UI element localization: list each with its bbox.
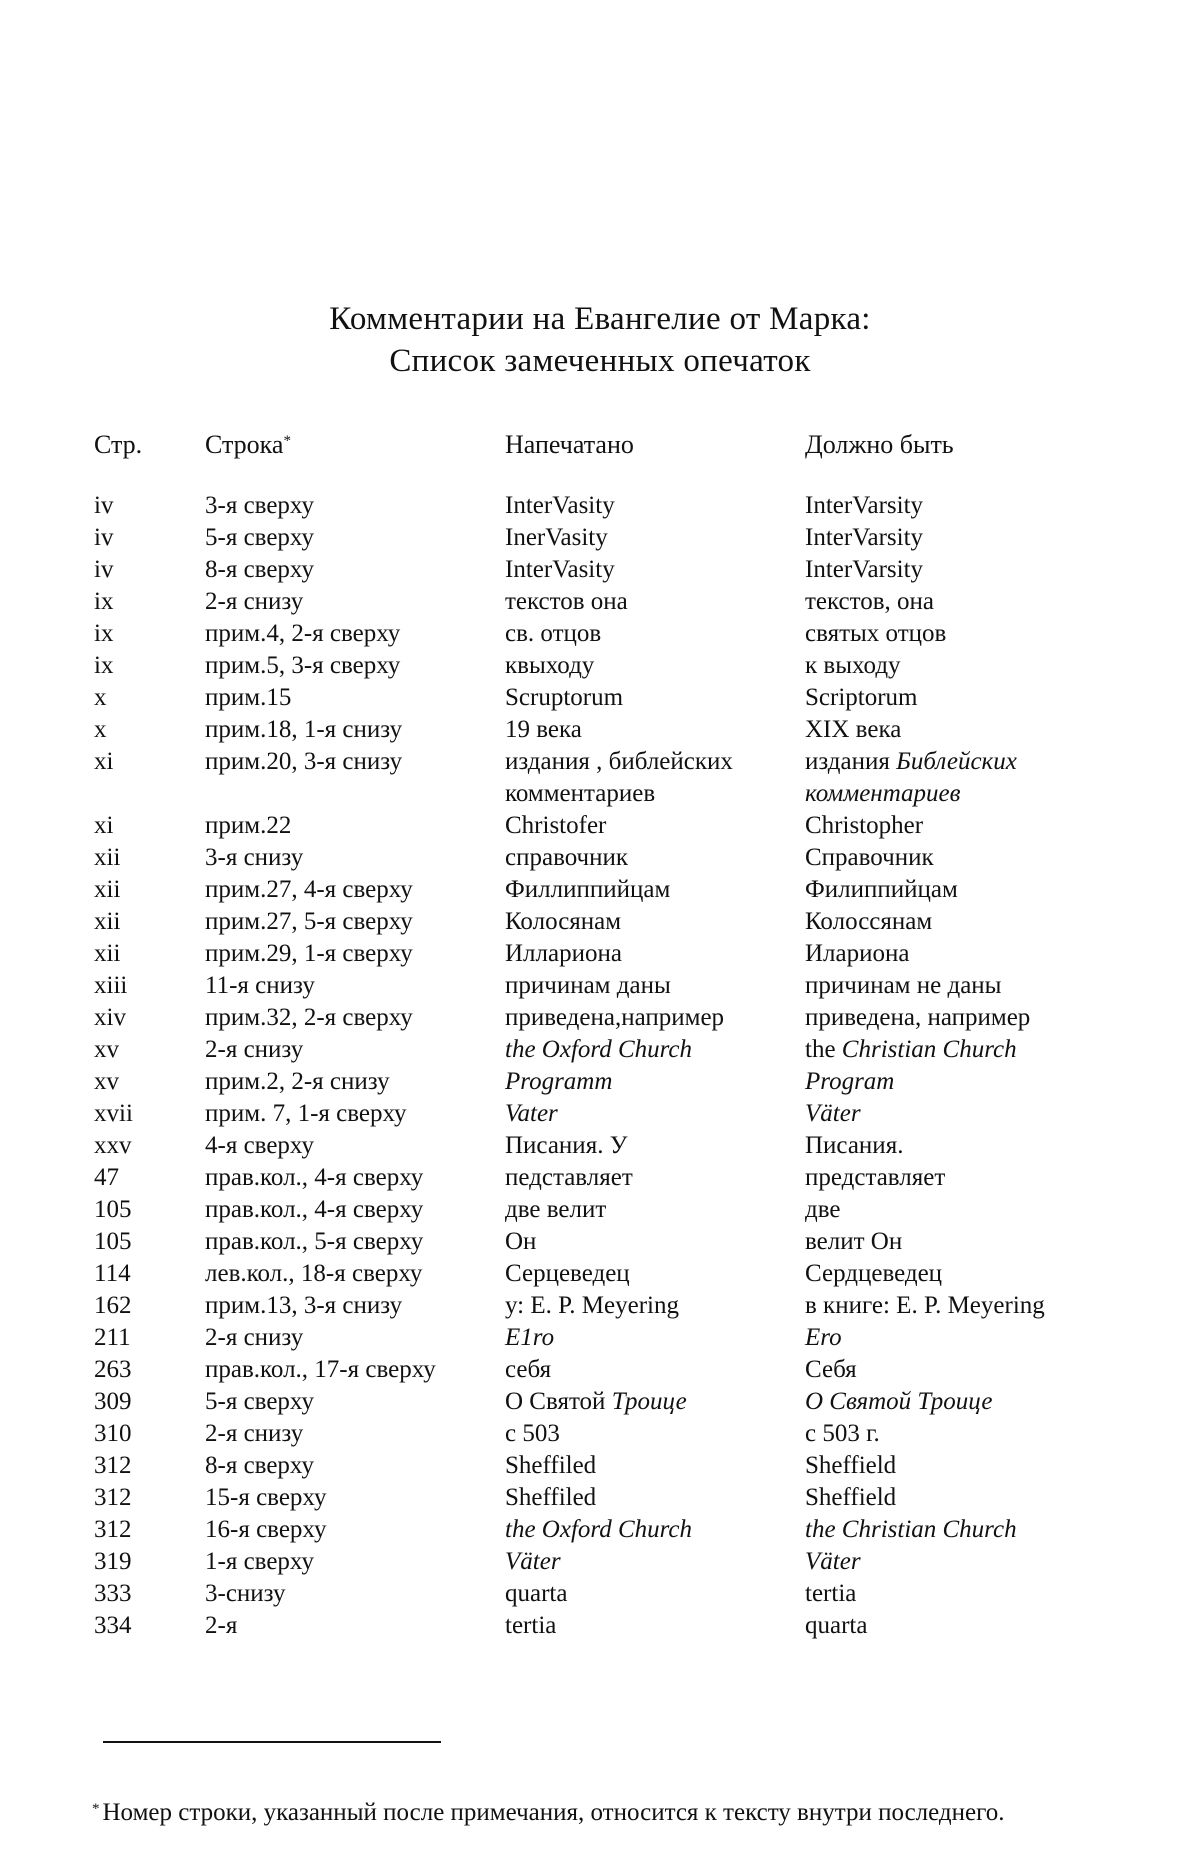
cell-printed: Sheffiled — [505, 1452, 597, 1479]
table-row — [0, 1162, 1200, 1194]
table-row — [0, 490, 1200, 522]
cell-line: прав.кол., 4-я сверху — [205, 1164, 424, 1191]
cell-line: 8-я сверху — [205, 556, 314, 583]
table-row — [0, 810, 1200, 842]
cell-line: 11-я снизу — [205, 972, 315, 999]
cell-should-be-italic: Библейских — [896, 748, 1017, 775]
cell-printed: Christofer — [505, 812, 607, 839]
cell-should-be: InterVarsity — [805, 492, 924, 519]
cell-should-be: святых отцов — [805, 620, 947, 647]
cell-printed: Vater — [505, 1100, 558, 1127]
cell-line: прим.27, 5-я сверху — [205, 908, 413, 935]
cell-printed: с 503 — [505, 1420, 560, 1447]
cell-page: 310 — [94, 1420, 132, 1447]
cell-should-be: XIX века — [805, 716, 902, 743]
cell-page: x — [94, 684, 107, 711]
cell-should-be: InterVarsity — [805, 524, 924, 551]
cell-line: прим.32, 2-я сверху — [205, 1004, 413, 1031]
cell-printed: InterVasity — [505, 492, 615, 519]
cell-page: 47 — [94, 1164, 119, 1191]
cell-should-be-line-1: издания Библейских — [805, 748, 1017, 775]
table-row — [0, 1578, 1200, 1610]
cell-line: прим.5, 3-я сверху — [205, 652, 401, 679]
cell-should-be: к выходу — [805, 652, 901, 679]
cell-page: iv — [94, 492, 114, 519]
cell-line: прим.18, 1-я снизу — [205, 716, 403, 743]
cell-line: 2-я снизу — [205, 1324, 304, 1351]
table-row — [0, 874, 1200, 906]
table-row — [0, 1450, 1200, 1482]
cell-page: 114 — [94, 1260, 131, 1287]
cell-printed: the Oxford Church — [505, 1036, 693, 1063]
cell-printed: педставляет — [505, 1164, 633, 1191]
table-row — [0, 1130, 1200, 1162]
cell-line: 2-я снизу — [205, 588, 304, 615]
cell-printed: у: E. P. Meyering — [505, 1292, 679, 1319]
cell-page: 312 — [94, 1516, 132, 1543]
cell-page: iv — [94, 524, 114, 551]
cell-line: 15-я сверху — [205, 1484, 327, 1511]
cell-should-be: tertia — [805, 1580, 857, 1607]
table-row — [0, 1418, 1200, 1450]
table-row — [0, 1194, 1200, 1226]
footnote-text: Номер строки, указанный после примечания, относится к тексту внутри последнего. — [102, 1799, 1005, 1826]
cell-printed: текстов она — [505, 588, 628, 615]
table-header — [0, 428, 1200, 462]
cell-line: прим.22 — [205, 812, 292, 839]
cell-page: xv — [94, 1068, 119, 1095]
cell-printed-line-1: издания , библейских — [505, 748, 733, 775]
cell-line: 3-я снизу — [205, 844, 304, 871]
table-row — [0, 714, 1200, 746]
table-row — [0, 522, 1200, 554]
cell-should-be: приведена, например — [805, 1004, 1031, 1031]
cell-line: прим.13, 3-я снизу — [205, 1292, 403, 1319]
cell-page: xi — [94, 748, 114, 775]
cell-printed: квыходу — [505, 652, 595, 679]
table-row — [0, 650, 1200, 682]
cell-should-be-line-2: комментариев — [805, 780, 961, 807]
table-row — [0, 1258, 1200, 1290]
errata-table — [0, 490, 1200, 1642]
cell-printed: 19 века — [505, 716, 582, 743]
cell-should-be: Väter — [805, 1100, 861, 1127]
cell-line: прим. 7, 1-я сверху — [205, 1100, 407, 1127]
table-row — [0, 1002, 1200, 1034]
cell-should-be: Sheffield — [805, 1484, 897, 1511]
cell-should-be: О Святой Троице — [805, 1388, 993, 1415]
cell-should-be: Писания. — [805, 1132, 904, 1159]
footnote-mark: * — [92, 1801, 100, 1817]
cell-should-be: Scriptorum — [805, 684, 918, 711]
table-row — [0, 1386, 1200, 1418]
cell-line: 2-я снизу — [205, 1420, 304, 1447]
cell-page: ix — [94, 588, 114, 615]
cell-should-be-plain: the — [805, 1036, 836, 1063]
table-row — [0, 586, 1200, 618]
cell-printed: справочник — [505, 844, 629, 871]
cell-printed: Писания. У — [505, 1132, 628, 1159]
cell-line: прим.2, 2-я снизу — [205, 1068, 390, 1095]
cell-page: 105 — [94, 1196, 132, 1223]
cell-printed: Иллариона — [505, 940, 622, 967]
table-row — [0, 618, 1200, 650]
table-row — [0, 1514, 1200, 1546]
cell-should-be: quarta — [805, 1612, 868, 1639]
cell-line: 3-снизу — [205, 1580, 286, 1607]
table-row — [0, 1610, 1200, 1642]
cell-line: прав.кол., 5-я сверху — [205, 1228, 424, 1255]
cell-page: 309 — [94, 1388, 132, 1415]
cell-page: ix — [94, 652, 114, 679]
cell-printed: Серцеведец — [505, 1260, 630, 1287]
cell-printed: Scruptorum — [505, 684, 624, 711]
footnote-divider — [103, 1741, 441, 1743]
cell-page: xiii — [94, 972, 128, 999]
cell-line: прим.15 — [205, 684, 292, 711]
table-row — [0, 1290, 1200, 1322]
cell-printed: Programm — [505, 1068, 613, 1095]
table-row — [0, 938, 1200, 970]
table-row — [0, 1226, 1200, 1258]
cell-line: 1-я сверху — [205, 1548, 314, 1575]
table-row — [0, 746, 1200, 810]
header-line-label: Строка — [205, 430, 284, 459]
cell-should-be: в книге: E. P. Meyering — [805, 1292, 1045, 1319]
cell-should-be: велит Он — [805, 1228, 903, 1255]
cell-printed: две велит — [505, 1196, 607, 1223]
cell-printed: Sheffiled — [505, 1484, 597, 1511]
cell-page: 334 — [94, 1612, 132, 1639]
table-row — [0, 1354, 1200, 1386]
cell-page: 162 — [94, 1292, 132, 1319]
cell-printed: Väter — [505, 1548, 561, 1575]
cell-page: 263 — [94, 1356, 132, 1383]
cell-should-be: Sheffield — [805, 1452, 897, 1479]
cell-printed-line-2: комментариев — [505, 780, 656, 807]
cell-printed: quarta — [505, 1580, 568, 1607]
header-printed: Напечатано — [505, 430, 634, 459]
cell-should-be: Колоссянам — [805, 908, 933, 935]
cell-page: xii — [94, 908, 121, 935]
cell-should-be: причинам не даны — [805, 972, 1002, 999]
page-title-line-1: Комментарии на Евангелие от Марка: — [329, 301, 871, 337]
cell-should-be: Илариона — [805, 940, 910, 967]
cell-printed: себя — [505, 1356, 552, 1383]
cell-printed: Он — [505, 1228, 537, 1255]
cell-page: xi — [94, 812, 114, 839]
table-row — [0, 682, 1200, 714]
cell-page: 105 — [94, 1228, 132, 1255]
cell-page: xvii — [94, 1100, 133, 1127]
cell-page: 333 — [94, 1580, 132, 1607]
cell-line: прав.кол., 4-я сверху — [205, 1196, 424, 1223]
cell-printed — [505, 1386, 687, 1418]
cell-line: 5-я сверху — [205, 1388, 314, 1415]
cell-line: 4-я сверху — [205, 1132, 314, 1159]
table-row — [0, 970, 1200, 1002]
cell-printed: причинам даны — [505, 972, 671, 999]
cell-line: 2-я — [205, 1612, 238, 1639]
cell-line: прав.кол., 17-я сверху — [205, 1356, 436, 1383]
cell-printed: InerVasity — [505, 524, 608, 551]
header-line — [205, 428, 291, 462]
cell-line: прим.29, 1-я сверху — [205, 940, 413, 967]
cell-line: прим.27, 4-я сверху — [205, 876, 413, 903]
cell-printed: tertia — [505, 1612, 557, 1639]
cell-should-be-italic: Christian Church — [841, 1036, 1017, 1063]
cell-page: iv — [94, 556, 114, 583]
cell-page: x — [94, 716, 107, 743]
cell-line: 16-я сверху — [205, 1516, 327, 1543]
cell-printed: InterVasity — [505, 556, 615, 583]
cell-printed-italic: Троице — [611, 1388, 687, 1415]
cell-should-be: две — [805, 1196, 841, 1223]
cell-line: лев.кол., 18-я сверху — [205, 1260, 423, 1287]
cell-printed — [505, 746, 733, 810]
table-row — [0, 1066, 1200, 1098]
cell-page: xii — [94, 940, 121, 967]
cell-page: 211 — [94, 1324, 131, 1351]
table-row — [0, 906, 1200, 938]
table-row — [0, 1098, 1200, 1130]
cell-should-be — [805, 746, 1017, 810]
cell-line: 8-я сверху — [205, 1452, 314, 1479]
cell-should-be: Ero — [805, 1324, 842, 1351]
cell-page: xiv — [94, 1004, 126, 1031]
table-row — [0, 1482, 1200, 1514]
cell-printed: приведена,например — [505, 1004, 725, 1031]
header-should-be: Должно быть — [805, 430, 954, 459]
table-row — [0, 842, 1200, 874]
cell-should-be: Program — [805, 1068, 895, 1095]
cell-should-be: the Christian Church — [805, 1516, 1017, 1543]
table-row — [0, 1322, 1200, 1354]
cell-should-be: Филиппийцам — [805, 876, 958, 903]
header-line-footnote-mark: * — [283, 433, 291, 449]
cell-printed-plain: О Святой — [505, 1388, 606, 1415]
cell-line: 5-я сверху — [205, 524, 314, 551]
cell-printed: Колосянам — [505, 908, 622, 935]
cell-page: 319 — [94, 1548, 132, 1575]
cell-should-be: с 503 г. — [805, 1420, 880, 1447]
cell-page: xii — [94, 844, 121, 871]
table-row — [0, 1034, 1200, 1066]
cell-line: прим.20, 3-я снизу — [205, 748, 403, 775]
cell-should-be: текстов, она — [805, 588, 935, 615]
cell-should-be: InterVarsity — [805, 556, 924, 583]
cell-should-be — [805, 1034, 1017, 1066]
cell-page: xv — [94, 1036, 119, 1063]
header-page: Стр. — [94, 430, 143, 459]
cell-line: прим.4, 2-я сверху — [205, 620, 401, 647]
cell-page: 312 — [94, 1452, 132, 1479]
cell-line: 3-я сверху — [205, 492, 314, 519]
cell-should-be: представляет — [805, 1164, 946, 1191]
cell-should-be: Себя — [805, 1356, 857, 1383]
cell-page: xxv — [94, 1132, 132, 1159]
cell-printed: E1ro — [505, 1324, 555, 1351]
table-row — [0, 1546, 1200, 1578]
cell-should-be: Väter — [805, 1548, 861, 1575]
cell-printed: the Oxford Church — [505, 1516, 693, 1543]
cell-page: ix — [94, 620, 114, 647]
cell-line: 2-я снизу — [205, 1036, 304, 1063]
table-row — [0, 554, 1200, 586]
cell-printed: Филлиппийцам — [505, 876, 671, 903]
footnote — [92, 1797, 1005, 1829]
page-title-line-2: Список замеченных опечаток — [389, 343, 811, 379]
cell-should-be: Справочник — [805, 844, 934, 871]
cell-page: xii — [94, 876, 121, 903]
cell-should-be: Christopher — [805, 812, 924, 839]
cell-should-be: Сердцеведец — [805, 1260, 943, 1287]
cell-page: 312 — [94, 1484, 132, 1511]
cell-printed: св. отцов — [505, 620, 602, 647]
